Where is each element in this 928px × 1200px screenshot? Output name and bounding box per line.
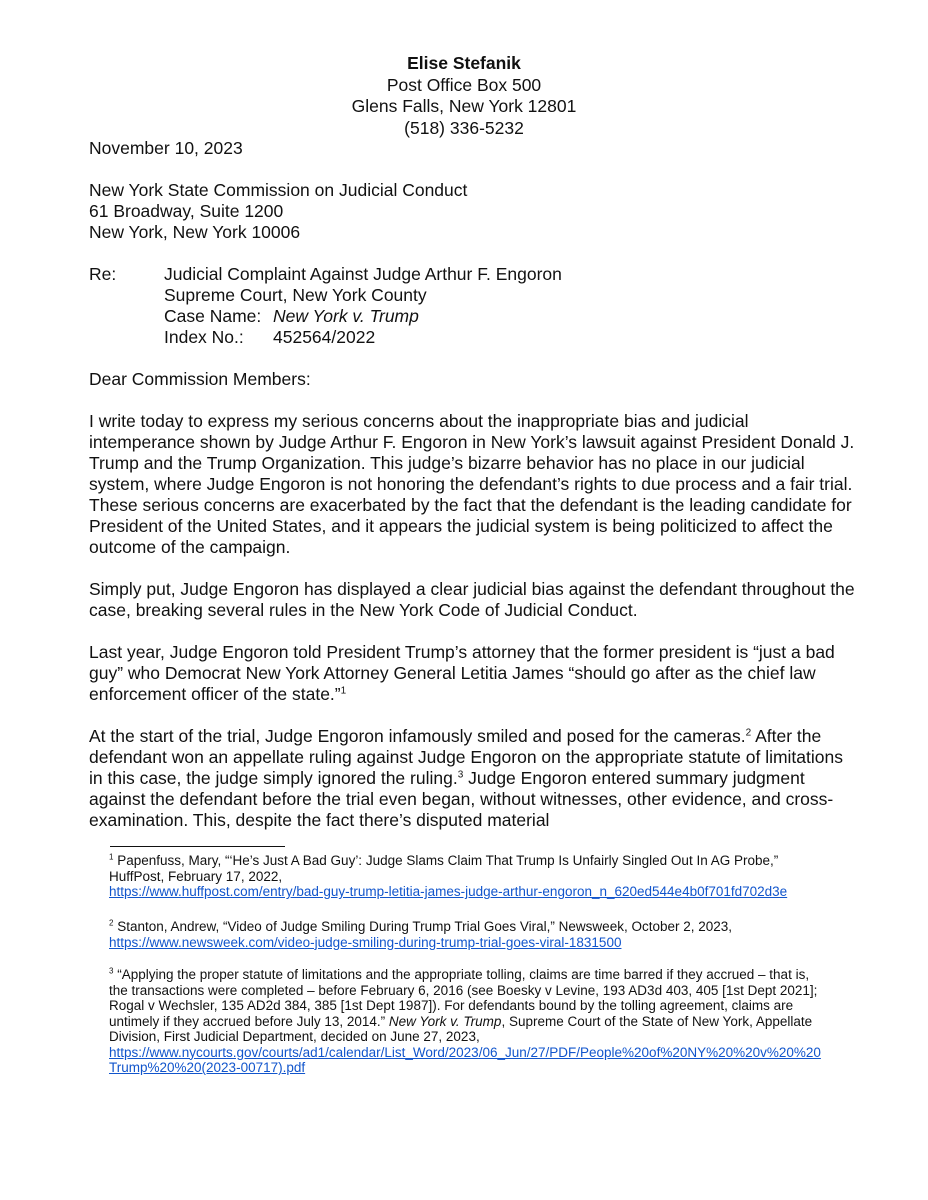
- recipient-address: [89, 180, 859, 243]
- paragraph-4: [89, 726, 859, 831]
- subject-label: Re:: [89, 264, 117, 284]
- footnote-2-link[interactable]: https://www.newsweek.com/video-judge-smiling-during-trump-trial-goes-viral-1831500: [109, 934, 622, 950]
- footnote-3-link[interactable]: https://www.nycourts.gov/courts/ad1/calendar/List_Word/2023/06_Jun/27/PDF/People%20of%20NY%20%20v%20%20Trump%20%20(2023-00717).pdf: [109, 1044, 821, 1075]
- sender-address-line1: Post Office Box 500: [386, 74, 542, 95]
- case-name-label: Case Name:: [164, 306, 262, 326]
- footnote-ref-2[interactable]: 2: [745, 727, 752, 739]
- letter-date: November 10, 2023: [89, 138, 243, 158]
- footnote-3-number: 3: [109, 966, 114, 976]
- footnote-1-link[interactable]: https://www.huffpost.com/entry/bad-guy-trump-letitia-james-judge-arthur-engoron_n_620ed544e4b0f701fd702d3e: [109, 884, 788, 899]
- footnote-3-text-part2: , Supreme Court of the State of New York, Appellate Division, First Judicial Department, decided on June 27, 2023,: [109, 1013, 813, 1044]
- paragraph-4-part2: After the defendant won an appellate ruling against Judge Engoron on the appropriate statute of limitations in this case, the judge simply ignored the ruling.: [89, 726, 843, 788]
- case-name-row: [164, 306, 859, 327]
- index-number-row: [164, 327, 859, 348]
- sender-name: Elise Stefanik: [407, 53, 521, 73]
- paragraph-4-part1: At the start of the trial, Judge Engoron infamously smiled and posed for the cameras.: [89, 726, 746, 746]
- footnote-ref-3[interactable]: 3: [457, 769, 464, 781]
- recipient-line3: New York, New York 10006: [89, 222, 301, 242]
- index-number-label: Index No.:: [164, 327, 244, 347]
- footnote-1-text: Papenfuss, Mary, “‘He’s Just A Bad Guy’: Judge Slams Claim That Trump Is Unfairly Singled Out In AG Probe,” HuffPost, February 17, 2022,: [109, 853, 779, 884]
- paragraph-4-part3: Judge Engoron entered summary judgment against the defendant before the trial even began, without witnesses, other evidence, and cross-examination. This, despite the fact there’s disputed material: [89, 768, 834, 830]
- subject-line2: Supreme Court, New York County: [164, 285, 427, 305]
- footnote-2-number: 2: [109, 918, 114, 928]
- recipient-line2: 61 Broadway, Suite 1200: [89, 201, 284, 221]
- footnote-separator: [110, 846, 285, 847]
- paragraph-1: I write today to express my serious concerns about the inappropriate bias and judicial intemperance shown by Judge Arthur F. Engoron in New York’s lawsuit against President Donald J. Trump and the Trump Organization. This judge’s bizarre behavior has no place in our judicial system, where Judge Engoron is not honoring the defendant’s rights to due process and a fair trial. These serious concerns are exacerbated by the fact that the defendant is the leading candidate for President of the United States, and it appears the judicial system is being politicized to affect the outcome of the campaign.: [89, 411, 855, 557]
- paragraph-3-text: Last year, Judge Engoron told President Trump’s attorney that the former president is “just a bad guy” who Democrat New York Attorney General Letitia James “should go after as the chief law enforcement officer of the state.”: [89, 642, 835, 704]
- footnote-1-number: 1: [109, 852, 114, 862]
- footnote-3-text-part1: “Applying the proper statute of limitations and the appropriate tolling, claims are time barred if they accrued – that is, the transactions were completed – before February 6, 2016 (see Boesky v Levine, 193 AD3d 403, 405 [1st Dept 2021]; Rogal v Wechsler, 135 AD2d 384, 385 [1st Dept 1987]). For defendants bound by the tolling agreement, claims are untimely if they accrued before July 13, 2014.”: [109, 967, 818, 1029]
- case-name-value: New York v. Trump: [273, 306, 419, 326]
- subject-block: [89, 264, 859, 348]
- footnote-3-case-name: New York v. Trump: [388, 1013, 502, 1029]
- paragraph-2: Simply put, Judge Engoron has displayed a clear judicial bias against the defendant throughout the case, breaking several rules in the New York Code of Judicial Conduct.: [89, 579, 855, 620]
- footnote-ref-1[interactable]: 1: [340, 685, 347, 697]
- recipient-line1: New York State Commission on Judicial Conduct: [89, 180, 468, 200]
- index-number-value: 452564/2022: [273, 327, 376, 347]
- sender-phone: (518) 336-5232: [404, 117, 524, 138]
- letterhead: [0, 53, 928, 139]
- footnote-1: [109, 853, 829, 900]
- sender-address-line2: Glens Falls, New York 12801: [351, 96, 577, 116]
- salutation: Dear Commission Members:: [89, 369, 311, 389]
- footnote-2: [109, 919, 829, 950]
- footnote-2-text: Stanton, Andrew, “Video of Judge Smiling During Trump Trial Goes Viral,” Newsweek, October 2, 2023,: [113, 919, 733, 934]
- paragraph-3: [89, 642, 859, 705]
- subject-line1: Judicial Complaint Against Judge Arthur F. Engoron: [164, 264, 562, 284]
- footnote-3: [109, 967, 829, 1076]
